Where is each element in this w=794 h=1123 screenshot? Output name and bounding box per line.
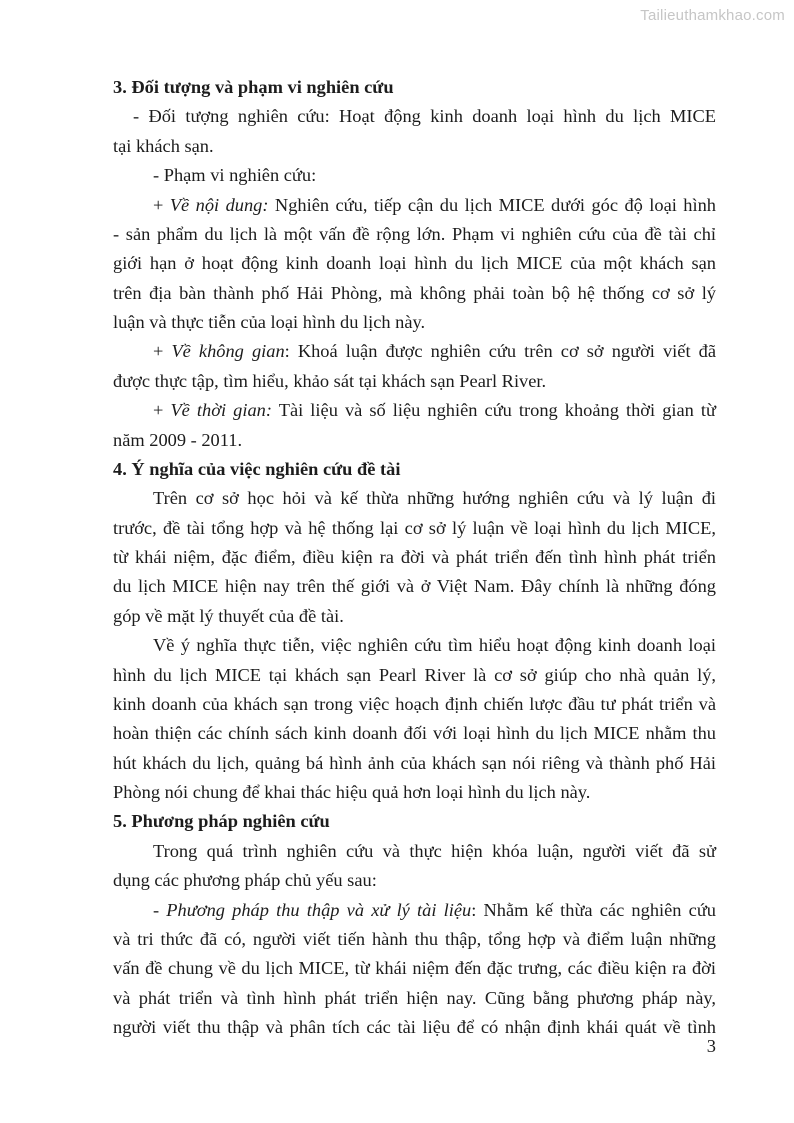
document-body <box>113 73 716 1042</box>
text-line <box>113 984 716 1013</box>
text-segment: hình du lịch MICE tại khách sạn Pearl River là cơ sở giúp cho nhà quản lý, <box>113 664 716 685</box>
text-segment: Phòng nói chung để khai thác hiệu quả hơn loại hình du lịch này. <box>113 782 591 802</box>
text-line <box>113 690 716 719</box>
text-line <box>113 925 716 954</box>
text-segment: hoàn thiện các chính sách kinh doanh đối với loại hình du lịch MICE nhằm thu <box>113 723 716 744</box>
text-segment: : Khoá luận được nghiên cứu trên cơ sở người viết đã <box>284 341 716 362</box>
text-segment: 5. Phương pháp nghiên cứu <box>113 811 330 832</box>
text-segment: - sản phẩm du lịch là một vấn đề rộng lớn. Phạm vi nghiên cứu của đề tài chỉ <box>113 223 716 244</box>
text-line <box>113 161 716 190</box>
text-line <box>113 778 716 807</box>
text-segment: góp về mặt lý thuyết của đề tài. <box>113 605 344 626</box>
text-line <box>113 954 716 983</box>
section-heading <box>113 73 716 102</box>
text-segment: Tài liệu và số liệu nghiên cứu trong khoảng thời gian từ <box>272 400 716 421</box>
text-segment: tại khách sạn. <box>113 135 214 156</box>
text-segment: hút khách du lịch, quảng bá hình ảnh của khách sạn nói riêng và thành phố Hải <box>113 752 716 773</box>
text-line <box>113 337 716 366</box>
text-line <box>113 249 716 278</box>
text-segment: Trong quá trình nghiên cứu và thực hiện khóa luận, người viết đã sử <box>153 840 716 861</box>
text-line <box>113 602 716 631</box>
text-segment: Trên cơ sở học hỏi và kế thừa những hướng nghiên cứu và lý luận đi <box>153 488 716 509</box>
text-line <box>113 102 716 131</box>
text-line <box>113 484 716 513</box>
text-line <box>113 866 716 895</box>
text-line <box>113 719 716 748</box>
text-line <box>113 514 716 543</box>
text-line <box>113 396 716 425</box>
text-segment: du lịch MICE hiện nay trên thế giới và ở Việt Nam. Đây chính là những đóng <box>113 576 716 597</box>
text-segment: + <box>153 400 171 421</box>
text-line <box>113 631 716 660</box>
text-segment: vấn đề chung về du lịch MICE, từ khái niệm đến đặc trưng, các điều kiện ra đời <box>113 958 716 979</box>
text-segment: từ khái niệm, đặc điểm, điều kiện ra đời và phát triển đến tình hình phát triển <box>113 547 716 567</box>
text-segment: năm 2009 - 2011. <box>113 429 243 450</box>
text-line <box>113 367 716 396</box>
text-segment: Về nội dung: <box>169 194 269 215</box>
text-segment: Về không gian <box>171 341 285 362</box>
text-line <box>113 572 716 601</box>
text-segment: 3. Đối tượng và phạm vi nghiên cứu <box>113 77 394 97</box>
text-segment: trước, đề tài tổng hợp và hệ thống lại cơ sở lý luận về loại hình du lịch MICE, <box>113 517 716 538</box>
text-segment: giới hạn ở hoạt động kinh doanh loại hình du lịch MICE của một khách sạn <box>113 253 716 274</box>
text-line <box>113 837 716 866</box>
text-segment: - Đối tượng nghiên cứu: Hoạt động kinh doanh loại hình du lịch MICE <box>133 106 716 127</box>
text-segment: luận và thực tiễn của loại hình du lịch này. <box>113 312 426 332</box>
text-line <box>113 896 716 925</box>
text-segment: dụng các phương pháp chủ yếu sau: <box>113 870 377 891</box>
text-segment: được thực tập, tìm hiểu, khảo sát tại khách sạn Pearl River. <box>113 370 547 391</box>
text-line <box>113 279 716 308</box>
text-line <box>113 191 716 220</box>
text-segment: người viết thu thập và phân tích các tài liệu để có nhận định khái quát về tình <box>113 1017 716 1037</box>
page-number: 3 <box>706 1036 716 1056</box>
section-heading <box>113 455 716 484</box>
text-line <box>113 132 716 161</box>
text-segment: Về thời gian: <box>170 400 273 421</box>
text-segment: + <box>153 194 170 215</box>
text-segment: + <box>153 341 172 362</box>
text-segment: Nghiên cứu, tiếp cận du lịch MICE dưới góc độ loại hình <box>268 194 716 215</box>
text-segment: Về ý nghĩa thực tiễn, việc nghiên cứu tìm hiểu hoạt động kinh doanh loại <box>153 635 716 656</box>
text-segment: - Phương pháp thu thập và xử lý tài liệu <box>153 899 472 920</box>
watermark-text: Tailieuthamkhao.com <box>640 7 785 24</box>
text-segment: 4. Ý nghĩa của việc nghiên cứu đề tài <box>113 458 401 479</box>
text-segment: - Phạm vi nghiên cứu: <box>153 165 317 186</box>
text-line <box>113 220 716 249</box>
text-segment: và phát triển và tình hình phát triển hiện nay. Cũng bằng phương pháp này, <box>113 987 716 1008</box>
section-heading <box>113 807 716 836</box>
text-segment: và tri thức đã có, người viết tiến hành thu thập, tổng hợp và điểm luận những <box>113 928 716 949</box>
text-line <box>113 661 716 690</box>
text-segment: kinh doanh của khách sạn trong việc hoạch định chiến lược đầu tư phát triển và <box>113 693 716 714</box>
text-segment: trên địa bàn thành phố Hải Phòng, mà không phải toàn bộ hệ thống cơ sở lý <box>113 282 716 303</box>
text-line <box>113 426 716 455</box>
text-line <box>113 543 716 572</box>
text-line <box>113 308 716 337</box>
text-line <box>113 749 716 778</box>
text-segment: : Nhằm kế thừa các nghiên cứu <box>471 899 716 920</box>
